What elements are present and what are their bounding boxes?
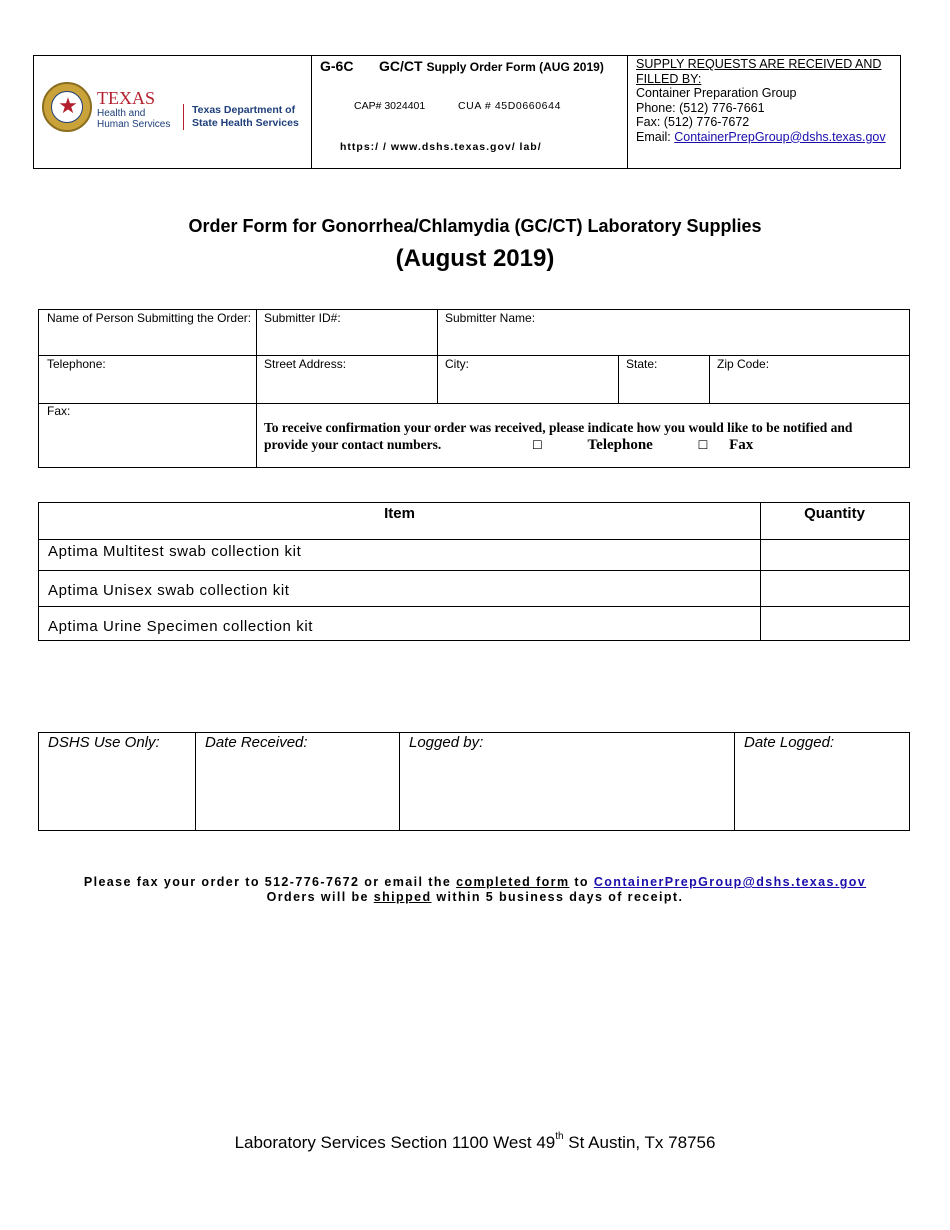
address-text: St Austin, Tx 78756 [563, 1133, 716, 1152]
telephone-checkbox[interactable]: ☐ [532, 438, 543, 452]
date-logged-field: Date Logged: [744, 734, 835, 751]
footer-text: to [574, 875, 589, 889]
notice-line2-row [264, 436, 904, 454]
contact-email-link[interactable]: ContainerPrepGroup@dshs.texas.gov [674, 129, 886, 144]
submitter-name-field[interactable]: Submitter Name: [445, 311, 536, 325]
page-subtitle: (August 2019) [395, 245, 555, 272]
col-divider [256, 310, 257, 467]
footer-underlined-text: shipped [373, 890, 432, 904]
cua-number: CUA # 45D0660644 [458, 100, 562, 112]
form-title-main: GC/CT [379, 58, 423, 74]
contact-email-row [636, 130, 886, 145]
fax-field[interactable]: Fax: [47, 404, 71, 418]
col-divider [195, 733, 196, 830]
col-divider [618, 356, 619, 403]
row-divider [39, 403, 909, 404]
contact-heading-line1: SUPPLY REQUESTS ARE RECEIVED AND [636, 57, 882, 71]
quantity-input[interactable] [761, 540, 909, 570]
fax-checkbox[interactable]: ☐ [697, 438, 709, 452]
col-divider [734, 733, 735, 830]
form-title-rest: Supply Order Form (AUG 2019) [426, 60, 604, 74]
date-received-field: Date Received: [205, 734, 308, 751]
footer-text: within 5 business days of receipt. [436, 890, 684, 904]
item-row: Aptima Multitest swab collection kit [48, 543, 302, 560]
contact-heading-line2: FILLED BY: [636, 71, 702, 86]
col-divider [437, 310, 438, 403]
items-table [38, 502, 910, 641]
agency-logo-cell [34, 56, 312, 168]
street-address-field[interactable]: Street Address: [264, 357, 347, 371]
item-column-header: Item [384, 505, 415, 522]
address-text: Laboratory Services Section 1100 West 49 [234, 1133, 556, 1152]
page-title: Order Form for Gonorrhea/Chlamydia (GC/CT) Laboratory Supplies [188, 216, 762, 236]
logo-divider [183, 104, 184, 130]
texas-seal-icon: ★ [42, 82, 92, 132]
lab-url[interactable]: https:/ / www.dshs.texas.gov/ lab/ [340, 141, 542, 153]
quantity-input[interactable] [761, 607, 909, 640]
item-row: Aptima Urine Specimen collection kit [48, 618, 314, 635]
zip-code-field[interactable]: Zip Code: [717, 357, 770, 371]
lab-address [0, 1133, 950, 1153]
footer-text: Please fax your order to 512-776-7672 or email the [83, 875, 452, 889]
row-divider [39, 355, 909, 356]
logo-dshs-text: Texas Department of State Health Services [192, 104, 299, 129]
dshs-use-table [38, 732, 910, 831]
notice-line2: provide your contact numbers. [264, 437, 442, 452]
city-field[interactable]: City: [445, 357, 469, 371]
item-row: Aptima Unisex swab collection kit [48, 582, 290, 599]
dshs-use-only-label: DSHS Use Only: [48, 734, 160, 751]
footer-email-link[interactable]: ContainerPrepGroup@dshs.texas.gov [593, 875, 867, 889]
col-divider [709, 356, 710, 403]
contact-group: Container Preparation Group [636, 86, 797, 100]
contact-fax: Fax: (512) 776-7672 [636, 115, 750, 129]
col-divider [399, 733, 400, 830]
form-code: G-6C [320, 58, 354, 74]
cap-number: CAP# 3024401 [354, 100, 426, 112]
form-title [379, 58, 604, 74]
logged-by-field: Logged by: [409, 734, 484, 751]
name-of-person-field[interactable]: Name of Person Submitting the Order: [47, 311, 252, 325]
footer-instruction-line2 [0, 890, 950, 904]
form-header [33, 55, 901, 169]
notification-notice [264, 419, 904, 454]
submitter-table [38, 309, 910, 468]
form-id-cell [312, 56, 628, 168]
logo-hhs-text: Health and Human Services [97, 108, 171, 130]
contact-cell [628, 56, 900, 168]
state-field[interactable]: State: [626, 357, 658, 371]
telephone-field[interactable]: Telephone: [47, 357, 106, 371]
footer-instruction-line1 [0, 875, 950, 889]
logo-texas-text: TEXAS [97, 88, 155, 108]
footer-text: Orders will be [266, 890, 369, 904]
notice-line1: To receive confirmation your order was received, please indicate how you would like to be notified and [264, 420, 853, 435]
quantity-input[interactable] [761, 571, 909, 606]
quantity-column-header: Quantity [804, 505, 865, 522]
contact-email-label: Email: [636, 129, 671, 144]
submitter-id-field[interactable]: Submitter ID#: [264, 311, 341, 325]
contact-phone: Phone: (512) 776-7661 [636, 100, 765, 115]
fax-option-label: Fax [729, 437, 754, 453]
telephone-option-label: Telephone [587, 437, 653, 453]
address-superscript: th [555, 1131, 564, 1142]
footer-underlined-text: completed form [456, 875, 570, 889]
